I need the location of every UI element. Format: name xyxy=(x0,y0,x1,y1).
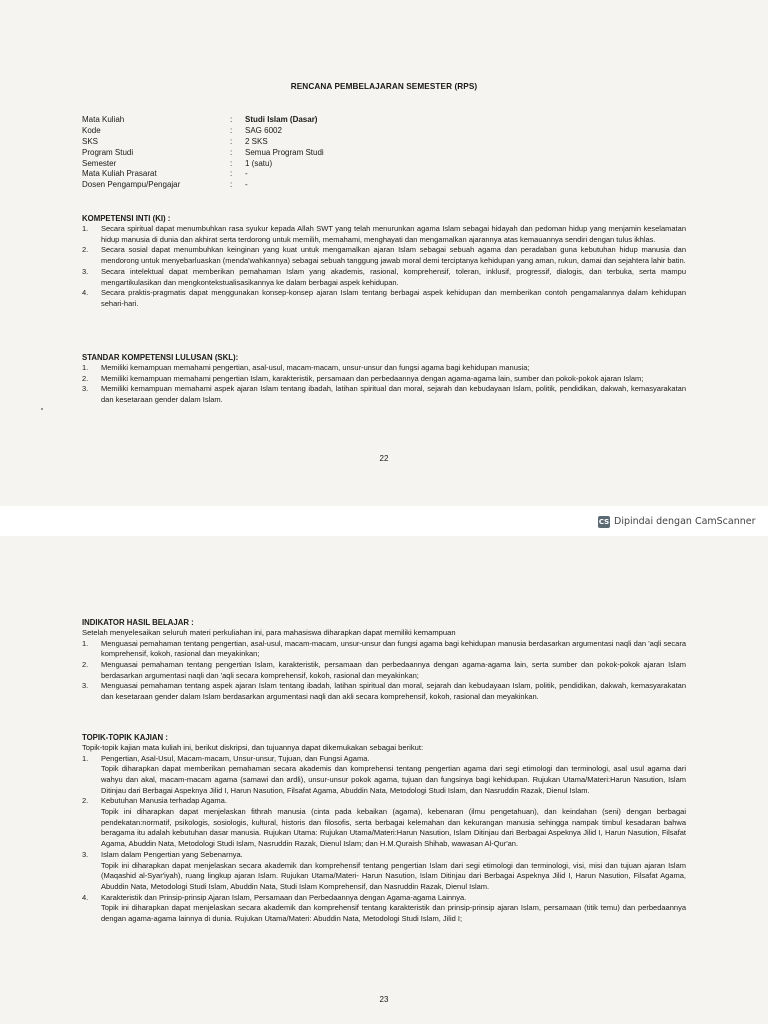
list-item xyxy=(82,374,686,385)
course-info-value: SAG 6002 xyxy=(245,125,282,135)
indikator-section xyxy=(82,618,686,703)
list-number: 3. xyxy=(82,384,89,394)
course-info-label: Kode xyxy=(82,125,101,135)
course-info-value: 2 SKS xyxy=(245,136,268,146)
camscanner-watermark xyxy=(598,515,756,528)
course-info-label: Mata Kuliah Prasarat xyxy=(82,169,157,179)
list-item-text: Secara sosial dapat menumbuhkan keinginan yang kuat untuk mengamalkan ajaran Islam sebagai sebuah agama dan peradaban guna kebutuhan hidup manusia dan mendorong untuk menyebarluaskan (menda'wahkannya) sebagai sebuah tanggung jawab moral demi terciptanya kehidupan yang aman, rukun, damai dan sejahtera lahir batin. xyxy=(101,245,686,266)
list-number: 2. xyxy=(82,796,89,806)
topic-title: Islam dalam Pengertian yang Sebenarnya. xyxy=(101,849,243,859)
list-number: 2. xyxy=(82,659,89,669)
course-info-label: Mata Kuliah xyxy=(82,115,125,124)
list-number: 2. xyxy=(82,245,89,255)
course-info-row xyxy=(82,115,482,126)
ki-list xyxy=(82,224,686,310)
list-item-text: Memiliki kemampuan memahami pengertian Islam, karakteristik, persamaan dan perbedaannya dengan agama-agama lain, sumber dan pokok-pokok ajaran Islam; xyxy=(101,373,644,383)
course-info-row xyxy=(82,148,482,159)
list-item xyxy=(82,893,686,925)
topic-description: Topik ini diharapkan dapat menjelaskan secara akademik dan komprehensif tentang pengertian Islam dari segi etimologi dan terminologi, visi, misi dan tujuan ajaran Islam (Maqashid al-Syar'iyah), ruang lingkup ajaran Islam. Rujukan Utama/Materi- Harun Nasution, Islam Ditinjau dari Berbagai Aspeknya Jilid I, Harun Nasution, Filsafat Agama, Abuddin Nata, Metodologi Studi Islam, Abuddin Nata, Studi Islam Komprehensif, dan Nasruddin Razak, Dienul Islam. xyxy=(101,860,686,891)
topic-title: Pengertian, Asal-Usul, Macam-macam, Unsur-unsur, Tujuan, dan Fungsi Agama. xyxy=(101,753,370,763)
list-item xyxy=(82,384,686,405)
course-info-row xyxy=(82,180,482,191)
list-item xyxy=(82,224,686,245)
topic-description: Topik ini diharapkan dapat menjelaskan secara akademik dan komprehensif tentang karakteristik dan prinsip-prinsip ajaran Islam, persamaan (titik temu) dan perbedaannya dengan agama-agama lainnya di dunia. Rujukan Utama/Materi: Abuddin Nata, Metodologi Studi Islam, Jilid I; xyxy=(101,903,686,924)
page-number: 22 xyxy=(379,454,389,463)
list-number: 2. xyxy=(82,373,89,383)
document-title: RENCANA PEMBELAJARAN SEMESTER (RPS) xyxy=(290,82,478,91)
course-info-colon: : xyxy=(230,180,233,190)
list-number: 1. xyxy=(82,753,89,763)
list-item xyxy=(82,754,686,797)
course-info-label: Semester xyxy=(82,158,117,168)
list-number: 4. xyxy=(82,288,89,298)
list-item-text: Secara intelektual dapat memberikan pemahaman Islam yang akademis, rasional, komprehensif, toleran, inklusif, progressif, dialogis, dan terbuka, serta mampu mengartikulasikan dan mengkontekstualisasikannya ke dalam berbagai aspek kehidupan. xyxy=(101,266,686,287)
list-item-text: Memiliki kemampuan memahami aspek ajaran Islam tentang ibadah, latihan spiritual dan moral, sejarah dan kebudayaan Islam, politik, pendidikan, dakwah, kemasyarakatan dan kesetaraan gender dalam Islam. xyxy=(101,384,686,405)
topic-description: Topik diharapkan dapat memberikan pemahaman secara akademis dan komprehensi tentang pengertian agama dari segi etimologi dan terminologi, asal usul agama dari wahyu dan akal, macam-macam agama (samawi dan ardli), unsur-unsur pokok agama, tujuan dan fungsinya bagi kehidupan. Rujukan Utama/Materi:Harun Nasution, Islam Ditinjau dari Berbagai Aspeknya Jilid I, Harun Nasution, Filsafat Agama, Abuddin Nata, Metodologi Studi Islam, dan Nasruddin Razak, Dienul Islam. xyxy=(101,764,686,795)
course-info-colon: : xyxy=(230,147,233,157)
list-number: 3. xyxy=(82,849,89,859)
list-item xyxy=(82,267,686,288)
course-info-row xyxy=(82,137,482,148)
page-number: 23 xyxy=(379,995,389,1004)
scan-speck xyxy=(41,408,43,410)
list-number: 3. xyxy=(82,681,89,691)
course-info-value: Semua Program Studi xyxy=(245,147,324,157)
list-item-text: Secara spiritual dapat menumbuhkan rasa syukur kepada Allah SWT yang telah menurunkan agama Islam sebagai hidayah dan pedoman hidup yang menjamin keselamatan hidup manusia di dunia dan akhirat serta terdorong untuk memilih, memahami, menghayati dan mengamalkan ajarannya atas kemauannya sendiri dengan tulus ikhlas. xyxy=(101,224,686,244)
skl-list xyxy=(82,363,686,406)
indikator-intro: Setelah menyelesaikan seluruh materi perkuliahan ini, para mahasiswa diharapkan dapat memiliki kemampuan xyxy=(82,628,456,637)
course-info-value: 1 (satu) xyxy=(245,158,273,168)
list-item xyxy=(82,639,686,660)
document-page-23 xyxy=(0,536,768,1024)
list-number: 3. xyxy=(82,266,89,276)
course-info-value: - xyxy=(245,180,248,190)
skl-section xyxy=(82,353,686,406)
topik-heading: TOPIK-TOPIK KAJIAN : xyxy=(82,733,168,742)
indikator-list xyxy=(82,639,686,703)
scanner-band xyxy=(0,506,768,536)
list-item-text: Secara praktis-pragmatis dapat menggunakan konsep-konsep ajaran Islam tentang berbagai aspek kehidupan dan memberikan contoh pengamalannya dalam kehidupan sehari-hari. xyxy=(101,288,686,308)
topik-section xyxy=(82,733,686,925)
list-item xyxy=(82,850,686,893)
ki-heading: KOMPETENSI INTI (KI) : xyxy=(82,214,171,223)
course-info-colon: : xyxy=(230,169,233,179)
list-number: 1. xyxy=(82,363,89,372)
list-item-text: Menguasai pemahaman tentang pengertian, asal-usul, macam-macam, unsur-unsur dan fungsi agama bagi kehidupan manusia berdasarkan argumentasi naqli dan 'aqli secara komprehensif, kokoh, rasional dan meyakinkan; xyxy=(101,638,686,659)
course-info-row xyxy=(82,126,482,137)
list-item xyxy=(82,681,686,702)
list-item-text: Menguasai pemahaman tentang pengertian Islam, karakteristik, persamaan dan perbedaannya dengan agama-agama lain, serta sumber dan pokok-pokok ajaran Islam berdasarkan argumentasi naqli dan 'aqli secara komprehensif, kokoh, rasional dan meyakinkan; xyxy=(101,659,686,680)
course-info-row xyxy=(82,159,482,170)
course-info-value: - xyxy=(245,169,248,179)
skl-heading: STANDAR KOMPETENSI LULUSAN (SKL): xyxy=(82,353,239,362)
topik-list xyxy=(82,754,686,925)
course-info-colon: : xyxy=(230,158,233,168)
course-info-label: SKS xyxy=(82,136,99,146)
list-item xyxy=(82,660,686,681)
camscanner-text: Dipindai dengan CamScanner xyxy=(614,516,756,527)
list-item xyxy=(82,245,686,266)
list-item xyxy=(82,363,686,374)
document-page-22 xyxy=(0,0,768,506)
list-item xyxy=(82,288,686,309)
list-item xyxy=(82,796,686,850)
course-info-colon: : xyxy=(230,125,233,135)
list-number: 1. xyxy=(82,224,89,233)
course-info-colon: : xyxy=(230,115,233,124)
course-info-label: Program Studi xyxy=(82,147,134,157)
indikator-heading: INDIKATOR HASIL BELAJAR : xyxy=(82,618,194,627)
course-info-colon: : xyxy=(230,136,233,146)
course-info-table xyxy=(82,115,482,191)
camscanner-icon: CS xyxy=(598,517,610,526)
course-info-row xyxy=(82,169,482,180)
list-item-text: Memiliki kemampuan memahami pengertian, asal-usul, macam-macam, unsur-unsur dan fungsi agama bagi kehidupan manusia; xyxy=(101,363,530,372)
course-info-label: Dosen Pengampu/Pengajar xyxy=(82,180,181,190)
list-number: 1. xyxy=(82,638,89,648)
topic-description: Topik ini diharapkan dapat menjelaskan fithrah manusia (cinta pada kebaikan (agama), kebenaran (ilmu pengetahuan), dan keindahan (seni) dengan berbagai pendekatan:normatif, psikologis, sosiologis, kultural, historis dan filosofis, serta berbagai kelemahan dan kekurangan manusia sehingga nampak timbul kesadaran bahwa beragama itu adalah kebutuhan dasar manusia. Rujukan Utama: Rujukan Utama/Materi:Harun Nasution, Islam Ditinjau dari Berbagai Aspeknya Jilid I, Harun Nasution, Filsafat Agama, Abuddin Nata, Metodologi Studi Islam, Nasruddin Razak, Dienul Islam; dan H.M.Quraish Shihab, wawasan Al-Qur'an. xyxy=(101,807,686,849)
topic-title: Kebutuhan Manusia terhadap Agama. xyxy=(101,796,227,806)
topik-intro: Topik-topik kajian mata kuliah ini, berikut diskripsi, dan tujuannya dapat dikemukakan sebagai berikut: xyxy=(82,743,424,752)
list-item-text: Menguasai pemahaman tentang aspek ajaran Islam tentang ibadah, latihan spiritual dan moral, sejarah dan kebudayaan Islam, politik, pendidikan, dakwah, kemasyarakatan dan kesetaraan gender dalam Islam berdasarkan argumentasi naqli dan akli secara komprehensif, kokoh, rasional dan meyakinkan. xyxy=(101,681,686,702)
ki-section xyxy=(82,214,686,310)
list-number: 4. xyxy=(82,892,89,902)
topic-title: Karakteristik dan Prinsip-prinsip Ajaran Islam, Persamaan dan Perbedaannya dengan Agama-agama Lainnya. xyxy=(101,892,467,902)
course-info-value: Studi Islam (Dasar) xyxy=(245,115,318,124)
